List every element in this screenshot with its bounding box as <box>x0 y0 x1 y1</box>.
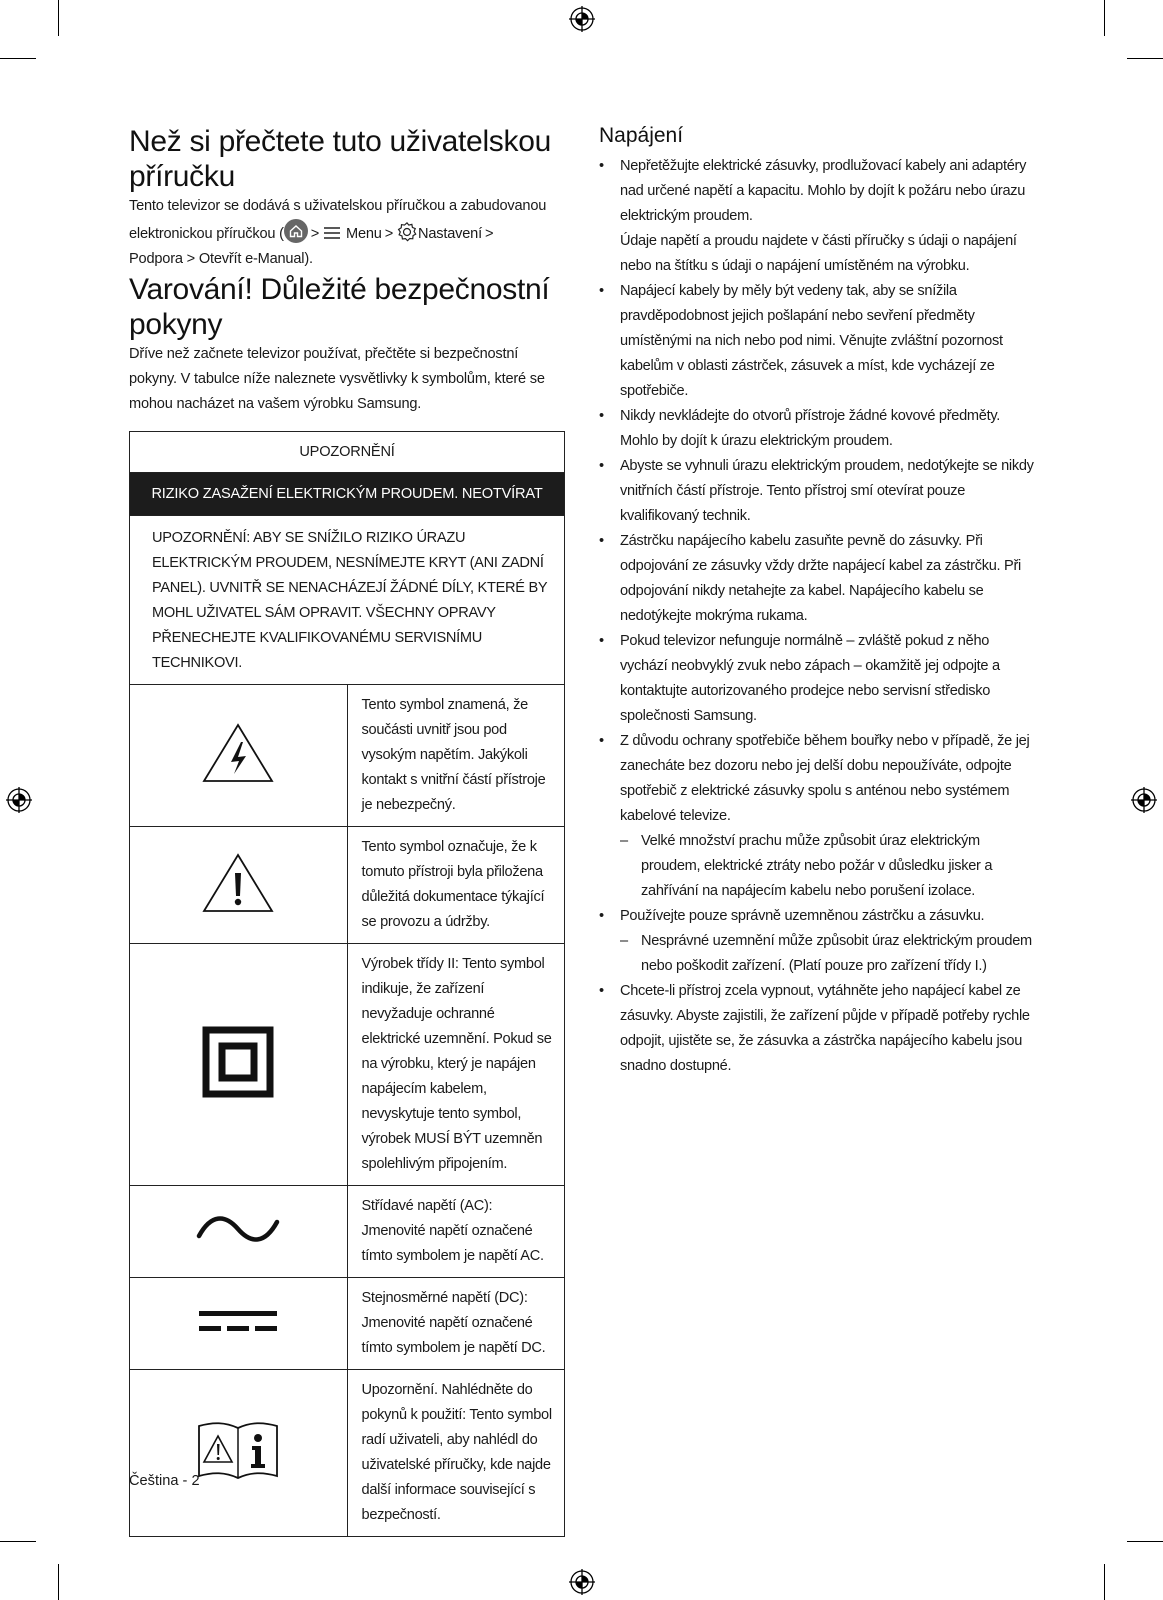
right-column <box>599 124 1035 1079</box>
symbol-description: Tento symbol znamená, že součásti uvnitř jsou pod vysokým napětím. Jakýkoli kontakt s vnitřní částí přístroje je nebezpečný. <box>347 685 565 827</box>
safety-title: Varování! Důležité bezpečnostní pokyny <box>129 273 550 341</box>
table-row <box>130 827 565 944</box>
crumb-settings: Nastavení <box>418 226 482 242</box>
caution-header: UPOZORNĚNÍ <box>130 432 565 473</box>
crumb-close: ). <box>304 251 313 267</box>
table-row <box>130 685 565 827</box>
chevron-right-icon: > <box>310 226 320 242</box>
power-heading: Napájení <box>599 124 684 147</box>
page-title: Než si přečtete tuto uživatelskou příručku <box>129 125 551 193</box>
caution-text: UPOZORNĚNÍ: ABY SE SNÍŽILO RIZIKO ÚRAZU ELEKTRICKÝM PROUDEM, NESNÍMEJTE KRYT (ANI ZADNÍ PANEL). UVNITŘ SE NENACHÁZEJÍ ŽÁDNÉ DÍLY, KTERÉ BY MOHL UŽIVATEL SÁM OPRAVIT. VŠECHNY OPRAVY PŘENECHEJTE KVALIFIKOVANÉMU SERVISNÍMU TECHNIKOVI. <box>130 516 565 685</box>
risk-header: RIZIKO ZASAŽENÍ ELEKTRICKÝM PROUDEM. NEOTVÍRAT <box>130 473 565 516</box>
crop-mark <box>1127 58 1163 59</box>
sub-list <box>620 829 1035 904</box>
list-item: • Používejte pouze správně uzemněnou zástrčku a zásuvku. – Nesprávné uzemnění může způsobit úraz elektrickým proudem nebo poškodit zařízení. (Platí pouze pro zařízení třídy I.) <box>599 904 1035 979</box>
intro-text: Tento televizor se dodává s uživatelskou příručkou a zabudovanou elektronickou příručkou ( <box>129 198 547 242</box>
safety-intro-paragraph: Dříve než začnete televizor používat, přečtěte si bezpečnostní pokyny. V tabulce níže naleznete vysvětlivky k symbolům, které se mohou nacházet na vašem výrobku Samsung. <box>129 346 545 412</box>
registration-mark-icon <box>567 1567 597 1597</box>
menu-icon <box>322 223 342 243</box>
ac-sine-wave-icon <box>195 1212 281 1246</box>
registration-mark-icon <box>567 4 597 34</box>
symbol-description: Tento symbol označuje, že k tomuto přístroji byla přiložena důležitá dokumentace týkající se provozu a údržby. <box>347 827 565 944</box>
exclamation-warning-icon <box>200 850 276 916</box>
symbol-description: Střídavé napětí (AC): Jmenovité napětí označené tímto symbolem je napětí AC. <box>347 1186 565 1278</box>
list-item: • Chcete-li přístroj zcela vypnout, vytáhněte jeho napájecí kabel ze zásuvky. Abyste zajistili, že zařízení půjde v případě potřeby rychle odpojit, ujistěte se, že zásuvka a zástrčka napájecího kabelu jsou snadno dostupné. <box>599 983 1030 1074</box>
crop-mark <box>58 0 59 36</box>
table-row <box>130 1370 565 1537</box>
power-bullet-list <box>599 154 1035 1079</box>
high-voltage-warning-icon <box>200 720 276 786</box>
crop-mark <box>1104 1564 1105 1600</box>
registration-mark-icon <box>1129 785 1159 815</box>
list-item: • Pokud televizor nefunguje normálně – zvláště pokud z něho vychází neobvyklý zvuk nebo zápach – okamžitě jej odpojte a kontaktujte autorizovaného prodejce nebo servisní středisko společnosti Samsung. <box>599 633 1000 724</box>
gear-icon <box>396 221 418 243</box>
crumb-emanual: Otevřít e-Manual <box>198 251 305 267</box>
list-item: • Zástrčku napájecího kabelu zasuňte pevně do zásuvky. Při odpojování ze zásuvky vždy držte napájecí kabel za zástrčku. Při odpojování nikdy netahejte za kabel. Napájecího kabelu se nedotýkejte mokrýma rukama. <box>599 533 1021 624</box>
symbol-description: Stejnosměrné napětí (DC): Jmenovité napětí označené tímto symbolem je napětí DC. <box>347 1278 565 1370</box>
class-ii-double-square-icon <box>202 1026 274 1098</box>
home-icon <box>284 219 308 243</box>
chevron-right-icon: > <box>384 226 394 242</box>
chevron-right-icon: > <box>182 251 199 267</box>
consult-manual-icon <box>195 1418 281 1484</box>
list-item: • Abyste se vyhnuli úrazu elektrickým proudem, nedotýkejte se nikdy vnitřních částí přístroje. Tento přístroj smí otevírat pouze kvalifikovaný technik. <box>599 458 1034 524</box>
dc-lines-icon <box>195 1306 281 1336</box>
table-row <box>130 1278 565 1370</box>
table-row <box>130 944 565 1186</box>
symbol-description: Výrobek třídy II: Tento symbol indikuje, že zařízení nevyžaduje ochranné elektrické uzemnění. Pokud se na výrobku, který je napájen napájecím kabelem, nevyskytuje tento symbol, výrobek MUSÍ BÝT uzemněn spolehlivým připojením. <box>347 944 565 1186</box>
crumb-support: Podpora <box>129 251 183 267</box>
registration-mark-icon <box>4 785 34 815</box>
table-row <box>130 1186 565 1278</box>
list-item: • Z důvodu ochrany spotřebiče během bouřky nebo v případě, že jej zanecháte bez dozoru nebo jej delší dobu nepoužíváte, odpojte spotřebič z elektrické zásuvky spolu s anténou nebo systémem kabelové televize. – Velké množství prachu může způsobit úraz elektrickým proudem, elektrické ztráty nebo požár v důsledku jisker a zahřívání na napájecím kabelu nebo porušení izolace. <box>599 729 1035 904</box>
sub-list-item: – Velké množství prachu může způsobit úraz elektrickým proudem, elektrické ztráty nebo požár v důsledku jisker a zahřívání na napájecím kabelu nebo porušení izolace. <box>620 833 993 899</box>
list-item: • Nikdy nevkládejte do otvorů přístroje žádné kovové předměty. Mohlo by dojít k úrazu elektrickým proudem. <box>599 408 1001 449</box>
list-item: • Napájecí kabely by měly být vedeny tak, aby se snížila pravděpodobnost jejich pošlapání nebo sevření předměty umístěnými na nich nebo pod nimi. Věnujte zvláštní pozornost kabelům v oblasti zástrček, zásuvek a míst, kde vycházejí ze spotřebiče. <box>599 283 1003 399</box>
sub-list-item: – Nesprávné uzemnění může způsobit úraz elektrickým proudem nebo poškodit zařízení. (Platí pouze pro zařízení třídy I.) <box>620 933 1032 974</box>
crop-mark <box>0 1541 36 1542</box>
sub-list <box>620 929 1035 979</box>
intro-paragraph <box>129 194 565 272</box>
safety-symbols-table <box>129 431 565 1537</box>
list-item: • Nepřetěžujte elektrické zásuvky, prodlužovací kabely ani adaptéry nad určené napětí a kapacitu. Mohlo by dojít k požáru nebo úrazu elektrickým proudem. Údaje napětí a proudu najdete v části příručky s údaji o napájení nebo na štítku s údaji o napájení umístěném na výrobku. <box>599 158 1027 274</box>
symbol-description: Upozornění. Nahlédněte do pokynů k použití: Tento symbol radí uživateli, aby nahlédl do uživatelské příručky, kde najde další informace související s bezpečností. <box>347 1370 565 1537</box>
list-item-note: Údaje napětí a proudu najdete v části příručky s údaji o napájení nebo na štítku s údaji o napájení umístěném na výrobku. <box>620 233 1017 274</box>
crop-mark <box>1127 1541 1163 1542</box>
crop-mark <box>58 1564 59 1600</box>
page-footer: Čeština - 2 <box>129 1473 200 1489</box>
crop-mark <box>1104 0 1105 36</box>
breadcrumb <box>284 226 496 242</box>
chevron-right-icon: > <box>484 226 494 242</box>
crumb-menu: Menu <box>345 226 382 242</box>
left-column <box>129 124 565 1537</box>
crop-mark <box>0 58 36 59</box>
